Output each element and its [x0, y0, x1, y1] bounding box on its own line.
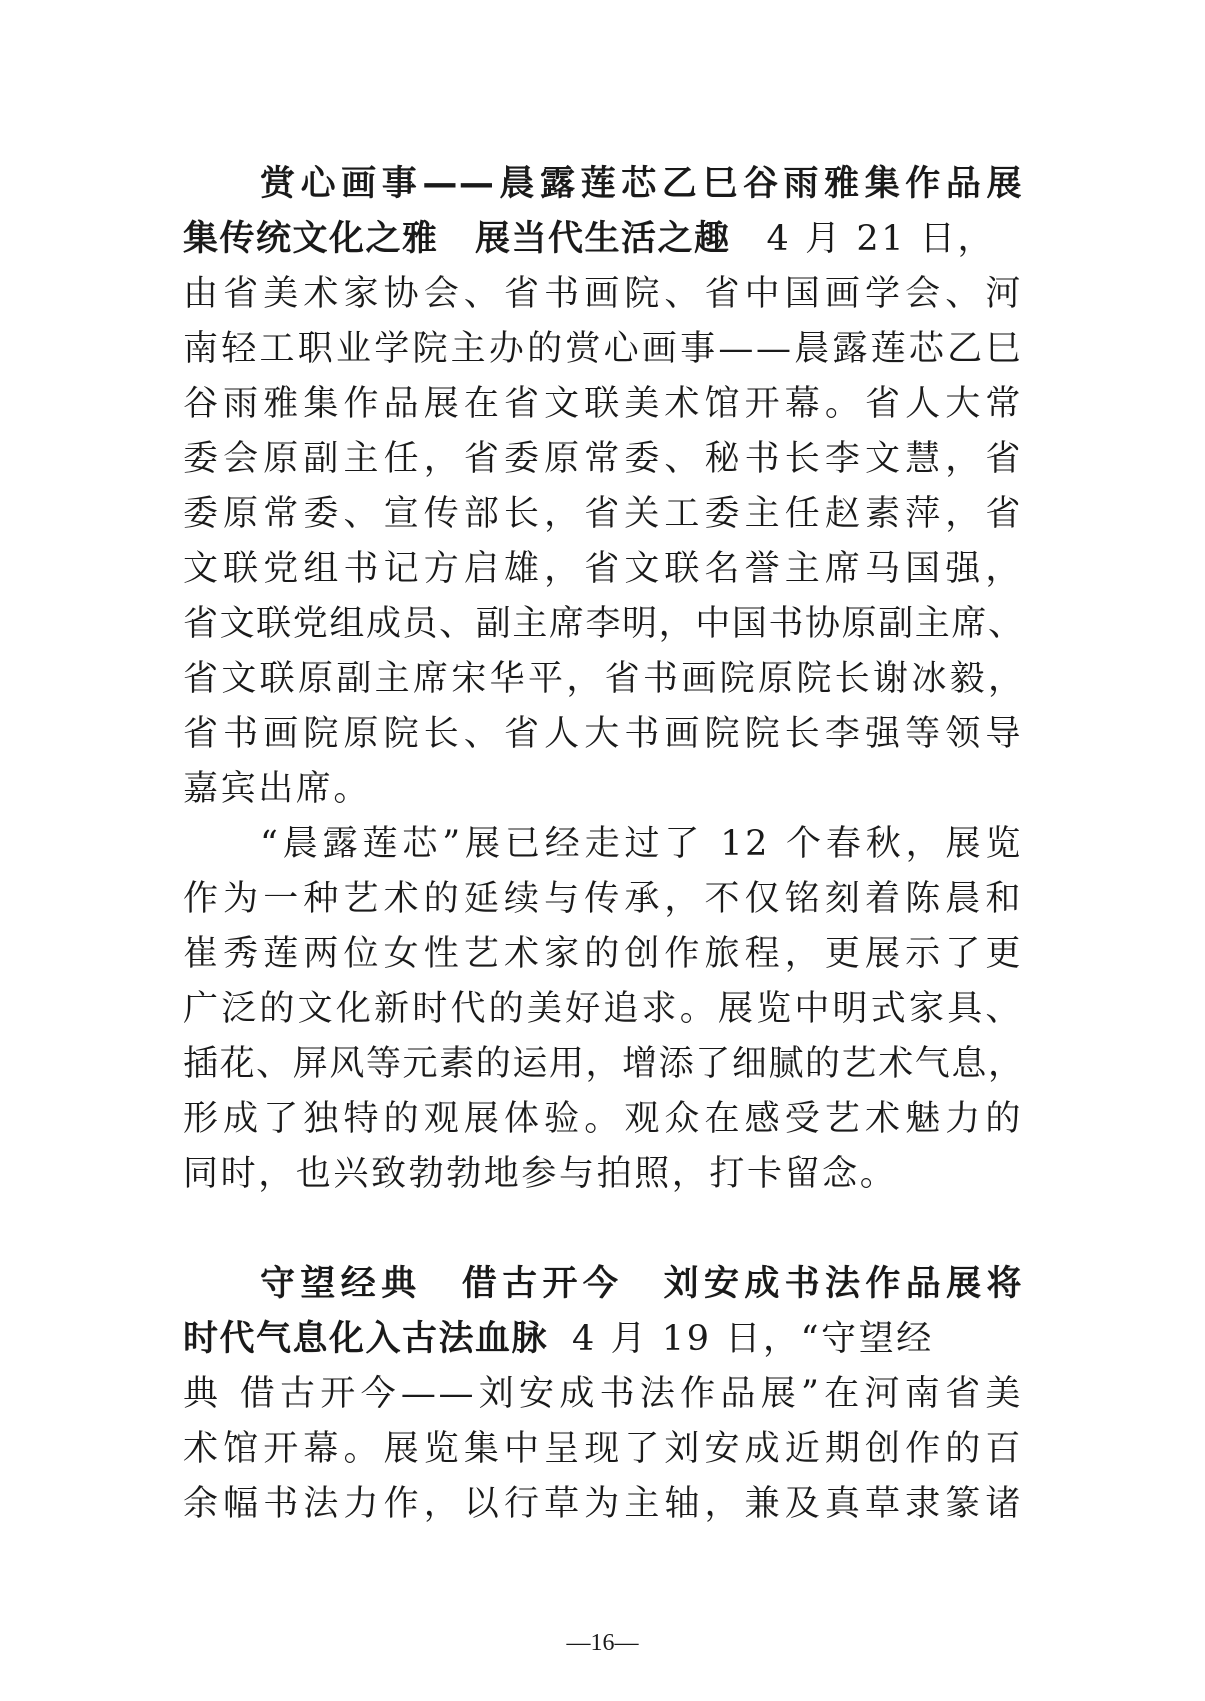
article2-text-line: 术馆开幕。展览集中呈现了刘安成近期创作的百 — [183, 1429, 1023, 1469]
article1-text-line: 南轻工职业学院主办的赏心画事——晨露莲芯乙巳 — [183, 329, 1023, 369]
article1-date: 4 月 21 日， — [766, 219, 996, 259]
article1-text-line: 形成了独特的观展体验。观众在感受艺术魅力的 — [183, 1099, 1023, 1139]
article1-title-line1: 赏心画事——晨露莲芯乙巳谷雨雅集作品展 — [260, 164, 1023, 204]
article2-text-line: 余幅书法力作，以行草为主轴，兼及真草隶篆诸 — [183, 1484, 1023, 1524]
article1-text-line: 省书画院原院长、省人大书画院院长李强等领导 — [183, 714, 1023, 754]
article1-text-line: 省文联原副主席宋华平，省书画院原院长谢冰毅， — [183, 659, 1023, 699]
article1-text-line: 谷雨雅集作品展在省文联美术馆开幕。省人大常 — [183, 384, 1023, 424]
article1-text-line: 省文联党组成员、副主席李明，中国书协原副主席、 — [183, 604, 1023, 644]
article1-text-line: 文联党组书记方启雄，省文联名誉主席马国强， — [183, 549, 1023, 589]
article2-title-line2: 时代气息化入古法血脉 — [183, 1319, 549, 1359]
article1-text-line: 崔秀莲两位女性艺术家的创作旅程，更展示了更 — [183, 934, 1023, 974]
article2-title-line1: 守望经典 借古开今 刘安成书法作品展将 — [260, 1264, 1023, 1304]
article2-text-line: 典 借古开今——刘安成书法作品展”在河南省美 — [183, 1374, 1023, 1414]
article1-text-line: 嘉宾出席。 — [183, 769, 372, 809]
article1-text-line: 委会原副主任，省委原常委、秘书长李文慧，省 — [183, 439, 1023, 479]
article2-title-line2-row — [183, 1312, 1023, 1367]
article1-title-line2-row — [183, 212, 1023, 267]
article1-text-line: 广泛的文化新时代的美好追求。展览中明式家具、 — [183, 989, 1023, 1029]
article1-text-line: “晨露莲芯”展已经走过了 12 个春秋，展览 — [260, 824, 1023, 864]
article1-text-line: 同时，也兴致勃勃地参与拍照，打卡留念。 — [183, 1154, 898, 1194]
article1-text-line: 委原常委、宣传部长，省关工委主任赵素萍，省 — [183, 494, 1023, 534]
article1-title-line2: 集传统文化之雅 展当代生活之趣 — [183, 219, 731, 259]
page-number: —16— — [566, 1630, 639, 1656]
article1-text-line: 插花、屏风等元素的运用，增添了细腻的艺术气息， — [183, 1044, 1023, 1084]
article1-text-line: 作为一种艺术的延续与传承，不仅铭刻着陈晨和 — [183, 879, 1023, 919]
article1-text-line: 由省美术家协会、省书画院、省中国画学会、河 — [183, 274, 1023, 314]
article2-date: 4 月 19 日，“守望经 — [572, 1319, 934, 1359]
